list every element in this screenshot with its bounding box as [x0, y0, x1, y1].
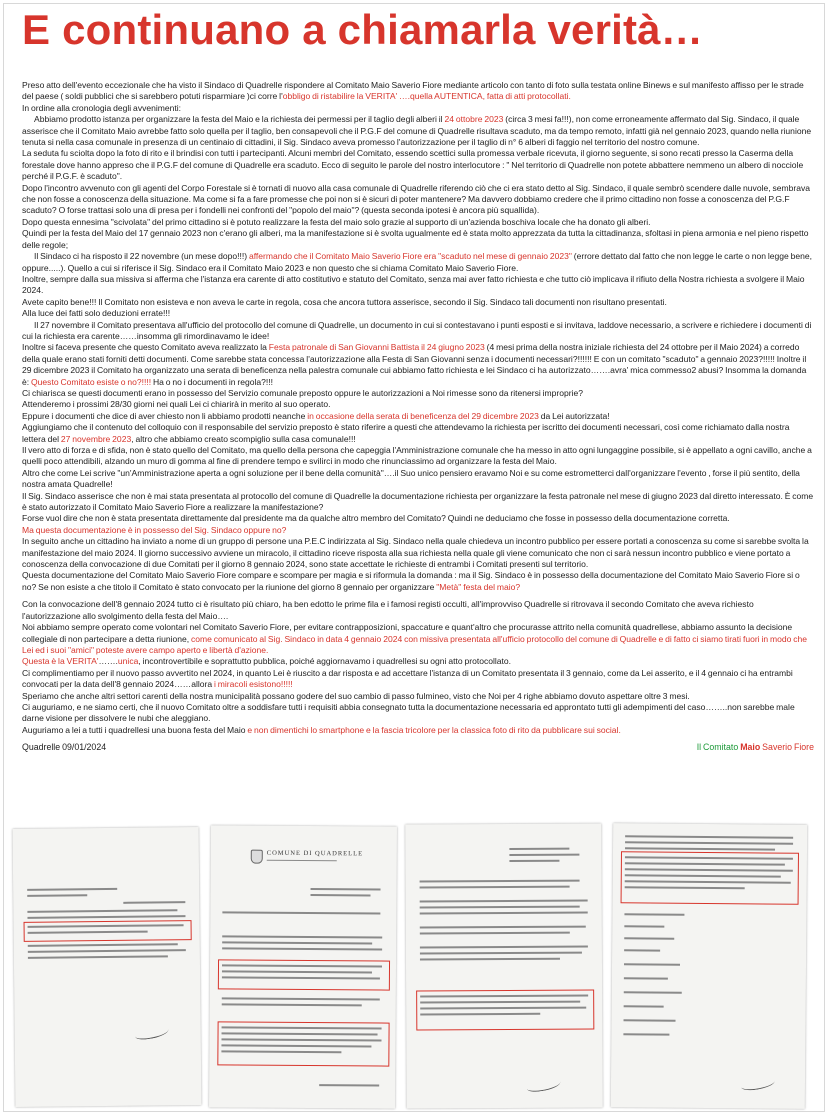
paragraph-text: Il Sindaco ci ha risposto il 22 novembre (un mese dopo!!!) — [34, 251, 249, 262]
article-paragraph — [22, 148, 814, 182]
article-paragraph — [22, 342, 814, 388]
paragraph-text: Ci complimentiamo per il nuovo passo avvertito nel 2024, in quanto Lei è riuscito a dar risposta e ad accettare l'istanza di un Comitato presentata il 3 gennaio, come da Lei asserito, e il 4 gennaio ci ha entrambi convocati per la data dell'8 gennaio 2024……allora — [22, 667, 793, 690]
highlighted-text: e non dimentichi lo smartphone e la fascia tricolore per la classica foto di rito da pubblicare sui social. — [247, 724, 621, 735]
article-paragraph — [22, 228, 814, 251]
highlighted-text: in occasione della serata di beneficenza del 29 dicembre 2023 — [307, 410, 539, 421]
signature-scribble — [526, 1077, 561, 1093]
paragraph-text: Eppure i documenti che dice di aver chiesto non li abbiamo prodotti neanche — [22, 410, 308, 421]
paragraph-text: Il Sig. Sindaco asserisce che non è mai stata presentata al protocollo del comune di Quadrelle la documentazione richiesta per organizzare la festa patronale nel mese di giugno 2023 dal diretto interessato. È come è stato autorizzato il Comitato Maio Saverio Fiore a realizzare la manifestazione? — [22, 490, 814, 513]
paragraph-text: Auguriamo a lei a tutti i quadrellesi una buona festa del Maio — [22, 724, 248, 735]
article-paragraph — [22, 468, 814, 491]
highlighted-text: Ma questa documentazione è in possesso del Sig. Sindaco oppure no? — [22, 524, 287, 535]
article-paragraph — [22, 274, 814, 297]
article-paragraph — [22, 668, 814, 691]
paragraph-text: , incontrovertibile e soprattutto pubblica, poiché aggiornavamo i quadrellesi su ogni atto protocollato. — [138, 656, 512, 667]
article-paragraph — [22, 536, 814, 570]
article-paragraph — [22, 320, 814, 343]
article-paragraph — [22, 570, 814, 593]
article-paragraph — [22, 388, 814, 399]
date-place: Quadrelle 09/01/2024 — [22, 742, 107, 753]
signature-scribble — [740, 1076, 775, 1091]
article-paragraph — [22, 622, 814, 656]
paragraph-text: Speriamo che anche altri settori carenti della nostra municipalità possano godere del suo cambio di passo fulmineo, visto che Noi per 4 righe abbiamo dovuto aspettare oltre 3 mesi. — [22, 690, 690, 701]
paragraph-text: Alla luce dei fatti solo deduzioni errate!!! — [22, 308, 171, 319]
paragraph-text: Avete capito bene!!! Il Comitato non esisteva e non aveva le carte in regola, cosa che ancora tuttora asserisce, secondo il Sig. Sindaco tali documenti non risultano presentati. — [22, 296, 667, 307]
highlighted-text: 24 ottobre 2023 — [444, 114, 504, 125]
highlighted-text: Questa è la VERITA' — [22, 656, 99, 667]
paragraph-text: (4 mesi prima della nostra iniziale richiesta del 24 ottobre per il Maio 2024) a corredo della quale erano stati forniti detti documenti. Come sarebbe stata concessa l'autorizzazione alla Festa di San Giovanni senza i documenti necessari?!!!!!! E con un comitato "scaduto" a gennaio 2023?!!!!! Inoltre il 29 dicembre 2023 il Comitato ha organizzato una serata di beneficenza nella palestra comunale cui abbiamo fatto richiesta e lei Sindaco ci ha autorizzato…….avra' mica commesso2 abusi? Insomma la domanda è: — [22, 342, 807, 387]
paragraph-text: (errore dettato dal fatto che non legge le carte o non legge bene, oppure.....). Quello a cui si riferisce il Sig. Sindaco era il Comitato Maio 2023 e non questo che si chiama Comitato Maio Saverio Fiore. — [22, 251, 812, 273]
highlighted-text: unica — [117, 656, 139, 667]
paragraph-text: Dopo l'incontro avvenuto con gli agenti del Corpo Forestale si è tornati di nuovo alla casa comunale di Quadrelle riferendo ciò che ci era stato detto al Sig. Sindaco, il quale sembrò scendere dalle nuvole, sembrava che non fosse a conoscenza della situazione. Ma come si fa a fare promesse che poi non si è sicuri di poter mantenere? Ma davvero dobbiamo credere che il primo cittadino non fosse a conoscenza del P.G.F scaduto? O forse trattasi solo una di presa per i fondelli nei confronti del "popolo del maio"? (questa seconda ipotesi è ancora più squallida). — [22, 182, 811, 216]
highlighted-text: come comunicato al Sig. Sindaco in data 4 gennaio 2024 con missiva presentata all'ufficio protocollo del comune di Quadrelle e di fatto ci siamo tirati fuori in modo che Lei ed i suoi "amici" poteste avere campo aperto e libertà d'azione. — [22, 633, 808, 655]
article-paragraph — [22, 491, 814, 514]
article-paragraph — [22, 725, 814, 736]
article-paragraph — [22, 114, 814, 148]
paragraph-text: Ci chiarisca se questi documenti erano in possesso del Servizio comunale preposto oppure le autorizzazioni a Noi rimesse sono da ritenersi improprie? — [22, 387, 584, 398]
paragraph-text: Questa documentazione del Comitato Maio Saverio Fiore compare e scompare per magia e si riformula la domanda : ma il Sig. Sindaco è in possesso della documentazione del Comitato Maio Saverio Fiore si o no? Se non esiste a che titolo il Comitato è stato convocato per la riunione del giorno 8 gennaio per organizzare — [22, 570, 800, 592]
paragraph-text: Forse vuol dire che non è stata presentata direttamente dal presidente ma da qualche altro membro del Comitato? Quindi ne deduciamo che fosse in possesso della documentazione corretta. — [22, 513, 730, 524]
article-paragraph — [22, 217, 814, 228]
paragraph-text: (circa 3 mesi fa!!!), non come erroneamente affermato dal Sig. Sindaco, il quale asserisce che il Comitato Maio avrebbe fatto solo quella per il taglio, ben consapevoli che il P.G.F del comune di Quadrelle risultava scaduto, ma da tempo remoto, infatti già nel gennaio 2023, quando nella riunione tenuta si nella casa comunale in presenza di un centinaio di cittadini, il Sig. Sindaco aveva promesso l'autorizzazione per il taglio di n° 6 alberi di faggio nel territorio del nostro comune. — [22, 114, 812, 148]
article-paragraph — [22, 80, 814, 103]
article-paragraph — [22, 103, 814, 114]
page-title: E continuano a chiamarla verità… — [22, 6, 703, 53]
paragraph-text: , altro che abbiamo creato scompiglio sulla casa comunale!!! — [131, 433, 356, 444]
paragraph-text: Inoltre, sempre dalla sua missiva si afferma che l'istanza era carente di atto costitutivo e statuto del Comitato, senza mai aver fatto richiesta e che tutto ciò implicava il rifiuto della Nostra richiesta a svolgere il Maio 2024. — [22, 273, 805, 296]
paragraph-text: da Lei autorizzata! — [538, 410, 610, 421]
paragraph-text: Il 27 novembre il Comitato presentava all'ufficio del protocollo del comune di Quadrelle, un documento in cui si contestavano i punti esposti e si invitava, laddove necessario, a scrivere e richiedere i documenti di cui la richiesta era carente……insomma gli rimordinavamo le idee! — [22, 319, 812, 341]
paragraph-text: Inoltre si faceva presente che questo Comitato aveva realizzato la — [22, 342, 269, 353]
article-paragraph — [22, 656, 814, 667]
paragraph-text: In ordine alla cronologia degli avvenimenti: — [22, 102, 182, 113]
highlighted-text: "Metà" festa del maio? — [436, 581, 521, 592]
signature-scribble — [134, 1025, 169, 1041]
paragraph-text: Aggiungiamo che il contenuto del colloquio con il responsabile del servizio preposto è stato riferire a questi che attendevamo la richiesta per iscritto dei documenti necessari, così come richiamato dalla nostra lettera del — [22, 422, 790, 444]
document-header: COMUNE DI QUADRELLE — [266, 849, 364, 858]
paragraph-text: Attenderemo i prossimi 28/30 giorni nei quali Lei ci chiarirà in merito al suo operato. — [22, 399, 331, 410]
paragraph-text: Ci auguriamo, e ne siamo certi, che il nuovo Comitato oltre a soddisfare tutti i requisiti abbia consegnato tutta la documentazione necessaria ed approntato tutti gli adempimenti del caso……..non sarebbe male darne visione per dissolvere le nubi che aleggiano. — [22, 701, 795, 724]
paragraph-text: La seduta fu sciolta dopo la foto di rito e il brindisi con tutti i partecipanti. Alcuni membri del Comitato, essendo scettici sulla promessa verbale ricevuta, il giorno seguente, si sono recati presso la Caserma della forestale dove hanno appreso che il P.G.F del comune di Quadrelle era scaduto. Ecco di seguito le parole del nostro interlocutore : " Nel territorio di Quadrelle non potete abbattere nemmeno un albero di nocciole perché il P.G.F. è scaduto". — [22, 148, 804, 182]
paragraph-text: In seguito anche un cittadino ha inviato a nome di un gruppo di persone una P.E.C indirizzata al Sig. Sindaco nella quale chiedeva un incontro pubblico per essere portati a conoscenza su come si sarebbe svolta la manifestazione del maio 2024. Il giorno successivo avviene un miracolo, il cittadino riceve risposta alla sua richiesta nella quale gli viene comunicato che non ci sarà nessun incontro pubblico e viene portato a conoscenza della convocazione di due Comitati per il giorno 8 gennaio 2024, sono state accettate le richieste di entrambi i Comitati presenti sul territorio. — [22, 536, 809, 570]
paragraph-text: Dopo questa ennesima "scivolata" del primo cittadino si è potuto realizzare la festa del maio solo grazie al supporto di un'azienda boschiva locale che ha donato gli alberi. — [22, 216, 651, 227]
document-scans — [14, 822, 814, 1110]
article-paragraph — [22, 411, 814, 422]
paragraph-text: Noi abbiamo sempre operato come volontari nel Comitato Saverio Fiore, per evitare contrapposizioni, spaccature e quant'altro che procurasse attrito nella comunità quadrellese, abbiamo assunto la decisione collegiale di non partecipare a detta riunione, — [22, 622, 793, 644]
paragraph-text: Altro che come Lei scrive "un'Amministrazione aperta a ogni soluzione per il bene della comunità"….il Suo unico pensiero eravamo Noi e su come estrometterci dall'organizzare l'evento , forse il più sentito, della nostra amata Quadrelle! — [22, 467, 800, 490]
highlighted-text: Festa patronale di San Giovanni Battista il 24 giugno 2023 — [268, 342, 485, 353]
document-scan-4 — [611, 823, 807, 1109]
signature-row — [22, 742, 814, 753]
article-paragraph — [22, 702, 814, 725]
signature-part: Maio — [740, 742, 761, 753]
signature-part: Il Comitato — [696, 742, 741, 753]
document-scan-1 — [13, 827, 202, 1107]
article-paragraph — [22, 445, 814, 468]
paragraph-text: Abbiamo prodotto istanza per organizzare la festa del Maio e la richiesta dei permessi per il taglio degli alberi il — [34, 114, 445, 125]
paragraph-text: Con la convocazione dell'8 gennaio 2024 tutto ci è risultato più chiaro, ha ben edotto le prime fila e i famosi registi occulti, all'improvviso Quadrelle si ritrovava il secondo Comitato che aveva richiesto l'autorizzazione allo svolgimento della festa del Maio…. — [22, 599, 754, 621]
article-paragraph — [22, 297, 814, 308]
paragraph-text: Ha o no i documenti in regola?!!! — [151, 376, 274, 387]
article-paragraph — [22, 251, 814, 274]
highlighted-text: obbligo di ristabilire la VERITA' ….quella AUTENTICA, fatta di atti protocollati. — [282, 91, 571, 102]
article-body — [22, 80, 814, 754]
article-paragraph — [22, 308, 814, 319]
highlighted-text: 27 novembre 2023 — [60, 433, 132, 444]
document-scan-3 — [405, 823, 602, 1108]
highlighted-text: i miracoli esistono!!!!! — [214, 679, 293, 690]
document-scan-2 — [209, 825, 397, 1108]
article-paragraph — [22, 599, 814, 622]
article-paragraph — [22, 525, 814, 536]
article-paragraph — [22, 513, 814, 524]
paragraph-text: Quindi per la festa del Maio del 17 gennaio 2023 non c'erano gli alberi, ma la manifestazione si è svolta ugualmente ed è stata molto apprezzata da tutta la cittadinanza, sfoltasi in piena armonia e nel pieno rispetto delle regole; — [22, 228, 809, 250]
paragraph-text: Il vero atto di forza e di sfida, non è stato quello del Comitato, ma quello della persona che capeggia l'Amministrazione comunale che ha messo in atto ogni lungaggine possibile, si è appellato a ogni cavillo, anche a quelli poco attendibili, alzando un muro di gomma al fine di prendere tempo e svilirci in modo che rinunciassimo ad organizzare la festa del Maio. — [22, 445, 812, 467]
signature-part: Saverio Fiore — [760, 742, 814, 753]
article-paragraph — [22, 399, 814, 410]
paragraph-text: Preso atto dell'evento eccezionale che ha visto il Sindaco di Quadrelle rispondere al Comitato Maio Saverio Fiore mediante articolo con tanto di foto sulla testata online Binews e sul manifesto affisso per le strade del paese ( soldi pubblici che si sarebbero potuti risparmiare )ci corre l' — [22, 80, 804, 102]
coat-of-arms-icon — [251, 850, 263, 864]
committee-signature — [697, 742, 814, 753]
article-paragraph — [22, 691, 814, 702]
highlighted-text: affermando che il Comitato Maio Saverio Fiore era "scaduto nel mese di gennaio 2023" — [248, 251, 572, 262]
article-paragraph — [22, 183, 814, 217]
paragraph-text: ……. — [98, 656, 118, 667]
highlighted-text: Questo Comitato esiste o no?!!!! — [31, 376, 152, 387]
article-paragraph — [22, 422, 814, 445]
